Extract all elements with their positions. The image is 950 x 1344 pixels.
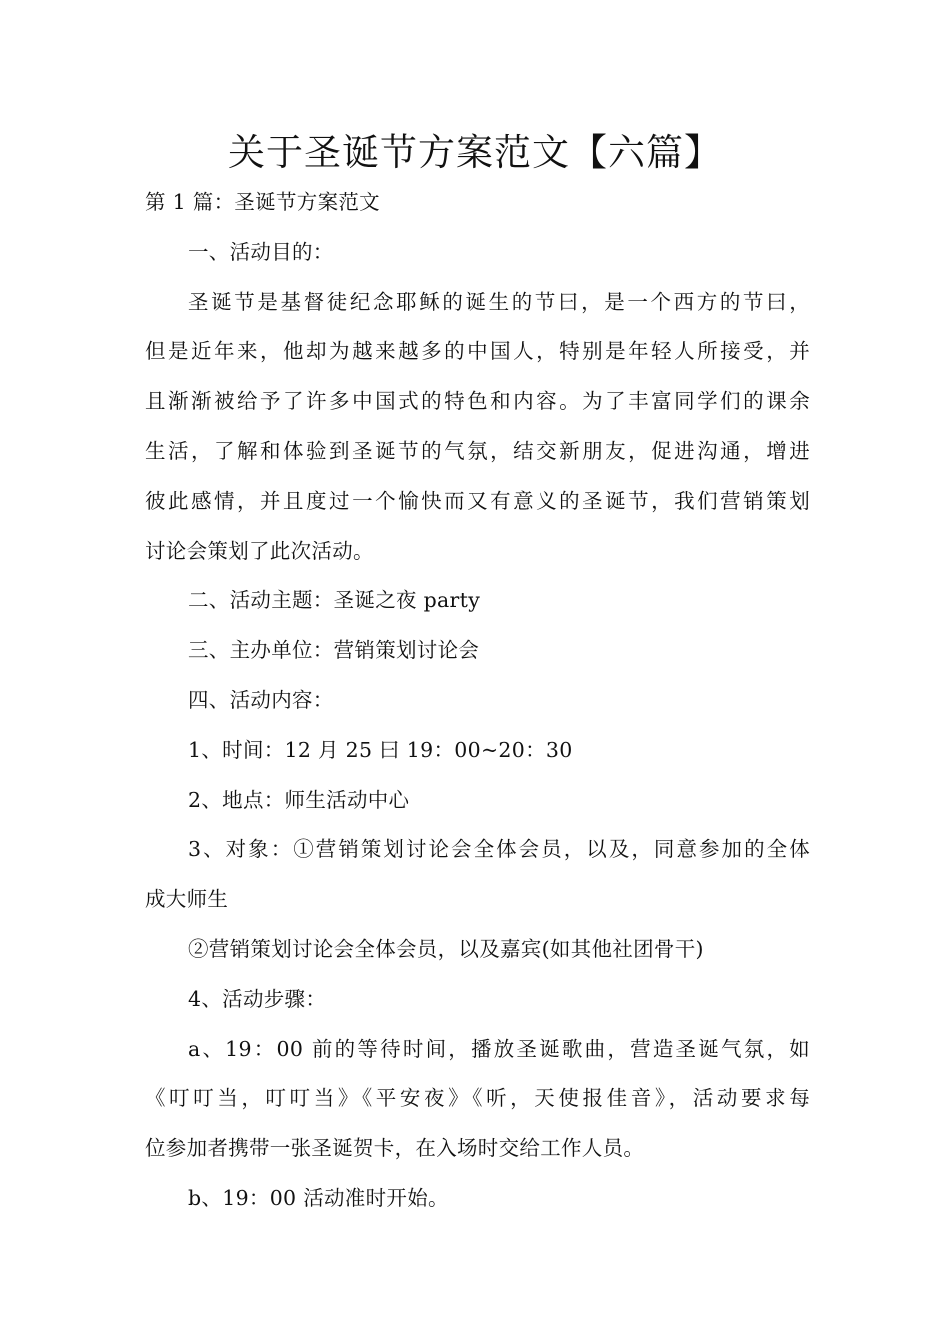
paragraph-line: ②营销策划讨论会全体会员，以及嘉宾(如其他社团骨干): [188, 936, 704, 961]
paragraph-line: b、19：00 活动准时开始。: [188, 1185, 449, 1210]
paragraph-line: 圣诞节是基督徒纪念耶稣的诞生的节曰，是一个西方的节曰，: [188, 289, 810, 314]
paragraph-line: 但是近年来，他却为越来越多的中国人，特别是年轻人所接受，并: [145, 339, 810, 364]
paragraph-line: 二、活动主题：圣诞之夜 party: [188, 588, 481, 613]
paragraph-line: 一、活动目的：: [188, 239, 334, 264]
paragraph-line: 生活，了解和体验到圣诞节的气氛，结交新朋友，促进沟通，增进: [145, 438, 810, 463]
paragraph-line: 三、主办单位：营销策划讨论会: [188, 638, 480, 663]
document-body: [145, 178, 810, 1224]
paragraph-line: 讨论会策划了此次活动。: [145, 538, 374, 563]
paragraph-line: 成大师生: [145, 887, 229, 912]
paragraph-line: 彼此感情，并且度过一个愉快而又有意义的圣诞节，我们营销策划: [145, 488, 810, 513]
paragraph-line: 《叮叮当，叮叮当》《平安夜》《听，天使报佳音》，活动要求每: [145, 1086, 810, 1111]
paragraph-line: 3、对象：①营销策划讨论会全体会员，以及，同意参加的全体: [188, 837, 810, 862]
section-heading-line: 第 1 篇：圣诞节方案范文: [145, 190, 380, 214]
paragraph-line: 2、地点：师生活动中心: [188, 787, 410, 812]
paragraph-line: 四、活动内容：: [188, 687, 334, 712]
document-title: 关于圣诞节方案范文【六篇】: [228, 131, 722, 174]
paragraph-line: 4、活动步骤：: [188, 986, 327, 1011]
paragraph-line: 位参加者携带一张圣诞贺卡，在入场时交给工作人员。: [145, 1136, 645, 1161]
paragraph-line: 且渐渐被给予了许多中国式的特色和内容。为了丰富同学们的课余: [145, 389, 810, 414]
paragraph-line: a、19：00 前的等待时间，播放圣诞歌曲，营造圣诞气氛，如: [188, 1036, 810, 1061]
paragraph-line: 1、时间：12 月 25 曰 19：00~20：30: [188, 737, 573, 762]
